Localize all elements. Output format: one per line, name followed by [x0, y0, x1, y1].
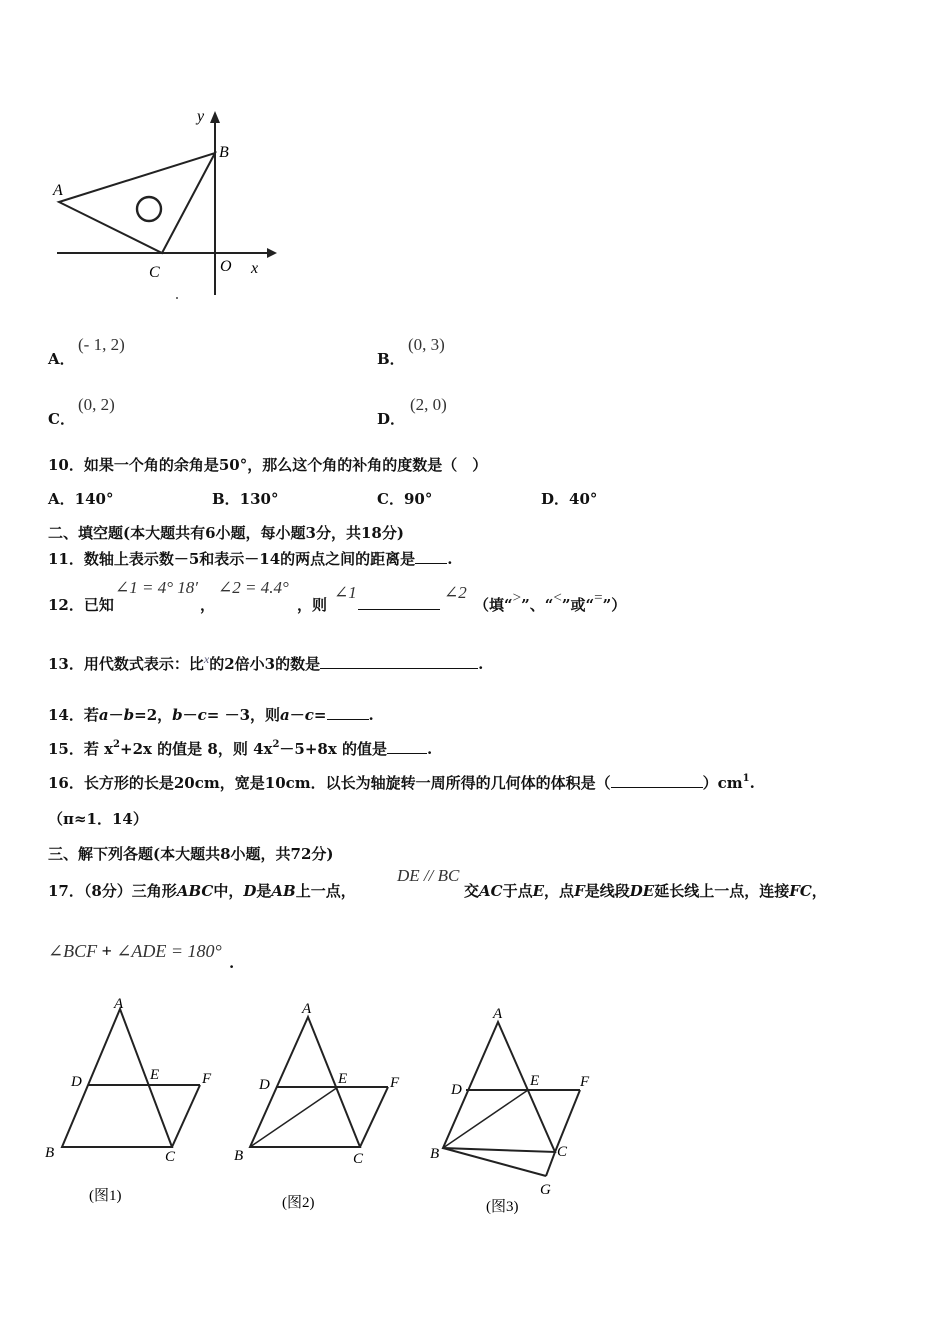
- q17-equation-end: .: [229, 954, 235, 972]
- q13-blank[interactable]: [320, 668, 478, 669]
- fig3-segment-cg: [546, 1152, 555, 1176]
- label-a: A: [53, 182, 63, 199]
- q13: 13．用代数式表示：比$^x$的2倍小3的数是 .: [48, 652, 484, 673]
- q15: 15．若 $x^2+2x$ 的值是 8，则 $4x^2-5+8x$ 的值是 .: [48, 739, 433, 758]
- q11-end: .: [447, 550, 453, 568]
- q11-blank[interactable]: [415, 563, 447, 564]
- q12-a1: ∠1: [334, 583, 357, 602]
- q12-angle2: ∠2 = 4.4°: [218, 578, 289, 597]
- q17-line1-end: 交AC于点E，点F是线段DE延长线上一点，连接FC，: [464, 882, 827, 900]
- q12-then: ，则: [297, 596, 328, 614]
- fig2-label-d: D: [259, 1077, 270, 1093]
- fig2-caption: (图2): [282, 1195, 315, 1211]
- q14: 14．若a－b=2，b－c= －3，则a－c= .: [48, 706, 374, 724]
- fig2-label-c: C: [353, 1151, 364, 1167]
- fig3-label-b: B: [430, 1146, 440, 1162]
- q16: 16．长方形的长是20cm，宽是10cm．以长为轴旋转一周所得的几何体的体积是（ ）$cm^1$.: [48, 773, 755, 792]
- section-3-heading: 三、解下列各题(本大题共8小题，共72分): [48, 845, 334, 863]
- fig3-label-e: E: [530, 1073, 540, 1089]
- section-2-heading: 二、填空题(本大题共有6小题，每小题3分，共18分): [48, 524, 404, 542]
- q12-prefix: 12．已知: [48, 596, 114, 614]
- label-x: x: [251, 260, 259, 277]
- label-b: B: [219, 144, 229, 161]
- q15-blank[interactable]: [387, 753, 427, 754]
- q17-equation: ∠BCF + ∠ADE = 180°: [48, 941, 222, 961]
- q16-blank[interactable]: [611, 787, 703, 788]
- label-c: C: [149, 264, 160, 281]
- fig3-label-g: G: [540, 1182, 551, 1198]
- fig3-label-f: F: [580, 1074, 590, 1090]
- q10-option-c: C．90°: [377, 490, 433, 508]
- fig2-label-b: B: [234, 1148, 244, 1164]
- fig1-label-f: F: [202, 1071, 212, 1087]
- q12-blank[interactable]: [358, 609, 440, 610]
- fig1-caption: (图1): [89, 1188, 122, 1204]
- q10-option-b: B．130°: [212, 490, 279, 508]
- q17-line1-start: 17．（8分）三角形ABC中，D是AB上一点，: [48, 882, 356, 900]
- y-axis-arrow-icon: [210, 111, 220, 123]
- fig1-label-b: B: [45, 1145, 55, 1161]
- figure-1: [40, 995, 230, 1210]
- fig2-label-e: E: [338, 1071, 348, 1087]
- x-axis-arrow-icon: [267, 248, 277, 258]
- q9-option-b-value: (0, 3): [408, 335, 445, 354]
- q9-option-a-value: (- 1, 2): [78, 335, 125, 354]
- q9-option-a: A．: [48, 350, 75, 368]
- fig1-segment-fc: [172, 1085, 200, 1147]
- fig2-segment-fc: [360, 1087, 388, 1147]
- coordinate-figure: [45, 105, 285, 305]
- label-o: O: [220, 258, 232, 275]
- q9-option-d-value: (2, 0): [410, 395, 447, 414]
- q16-note: （π≈1．14）: [48, 810, 148, 828]
- label-y: y: [197, 108, 205, 125]
- q9-option-d: D．: [377, 410, 406, 428]
- fig3-segment-bg: [443, 1148, 546, 1176]
- q10-option-d: D．40°: [541, 490, 598, 508]
- q9-option-c: C．: [48, 410, 75, 428]
- dot-mark: [176, 297, 178, 299]
- fig3-label-a: A: [493, 1006, 503, 1022]
- fig3-label-d: D: [451, 1082, 462, 1098]
- q12-a2: ∠2: [444, 583, 467, 602]
- q9-option-b: B．: [377, 350, 405, 368]
- triangle-abc: [59, 153, 215, 253]
- fig2-label-a: A: [302, 1001, 312, 1017]
- fig1-label-d: D: [71, 1074, 82, 1090]
- q12-comma: ，: [200, 596, 216, 614]
- figure-3: [420, 1000, 620, 1220]
- fig1-label-c: C: [165, 1149, 176, 1165]
- q11-text: 11．数轴上表示数－5和表示－14的两点之间的距离是: [48, 550, 416, 568]
- q10-stem: 10．如果一个角的余角是50°，那么这个角的补角的度数是（ ）: [48, 456, 488, 474]
- triangle-circle: [137, 197, 161, 221]
- fig2-label-f: F: [390, 1075, 400, 1091]
- fig3-segment-fc: [555, 1090, 580, 1152]
- q9-option-c-value: (0, 2): [78, 395, 115, 414]
- fig1-label-a: A: [114, 996, 124, 1012]
- q17-parallel: DE // BC: [397, 866, 460, 885]
- q12-fill-hint: （填“>”、“<”或“=”）: [474, 590, 627, 614]
- q12-angle1: ∠1 = 4° 18′: [115, 578, 198, 597]
- q11: [48, 548, 452, 569]
- fig1-label-e: E: [150, 1067, 160, 1083]
- q14-blank[interactable]: [327, 719, 369, 720]
- figure-2: [230, 995, 430, 1220]
- q10-option-a: A．140°: [48, 490, 114, 508]
- fig3-label-c: C: [557, 1144, 568, 1160]
- fig3-caption: (图3): [486, 1199, 519, 1215]
